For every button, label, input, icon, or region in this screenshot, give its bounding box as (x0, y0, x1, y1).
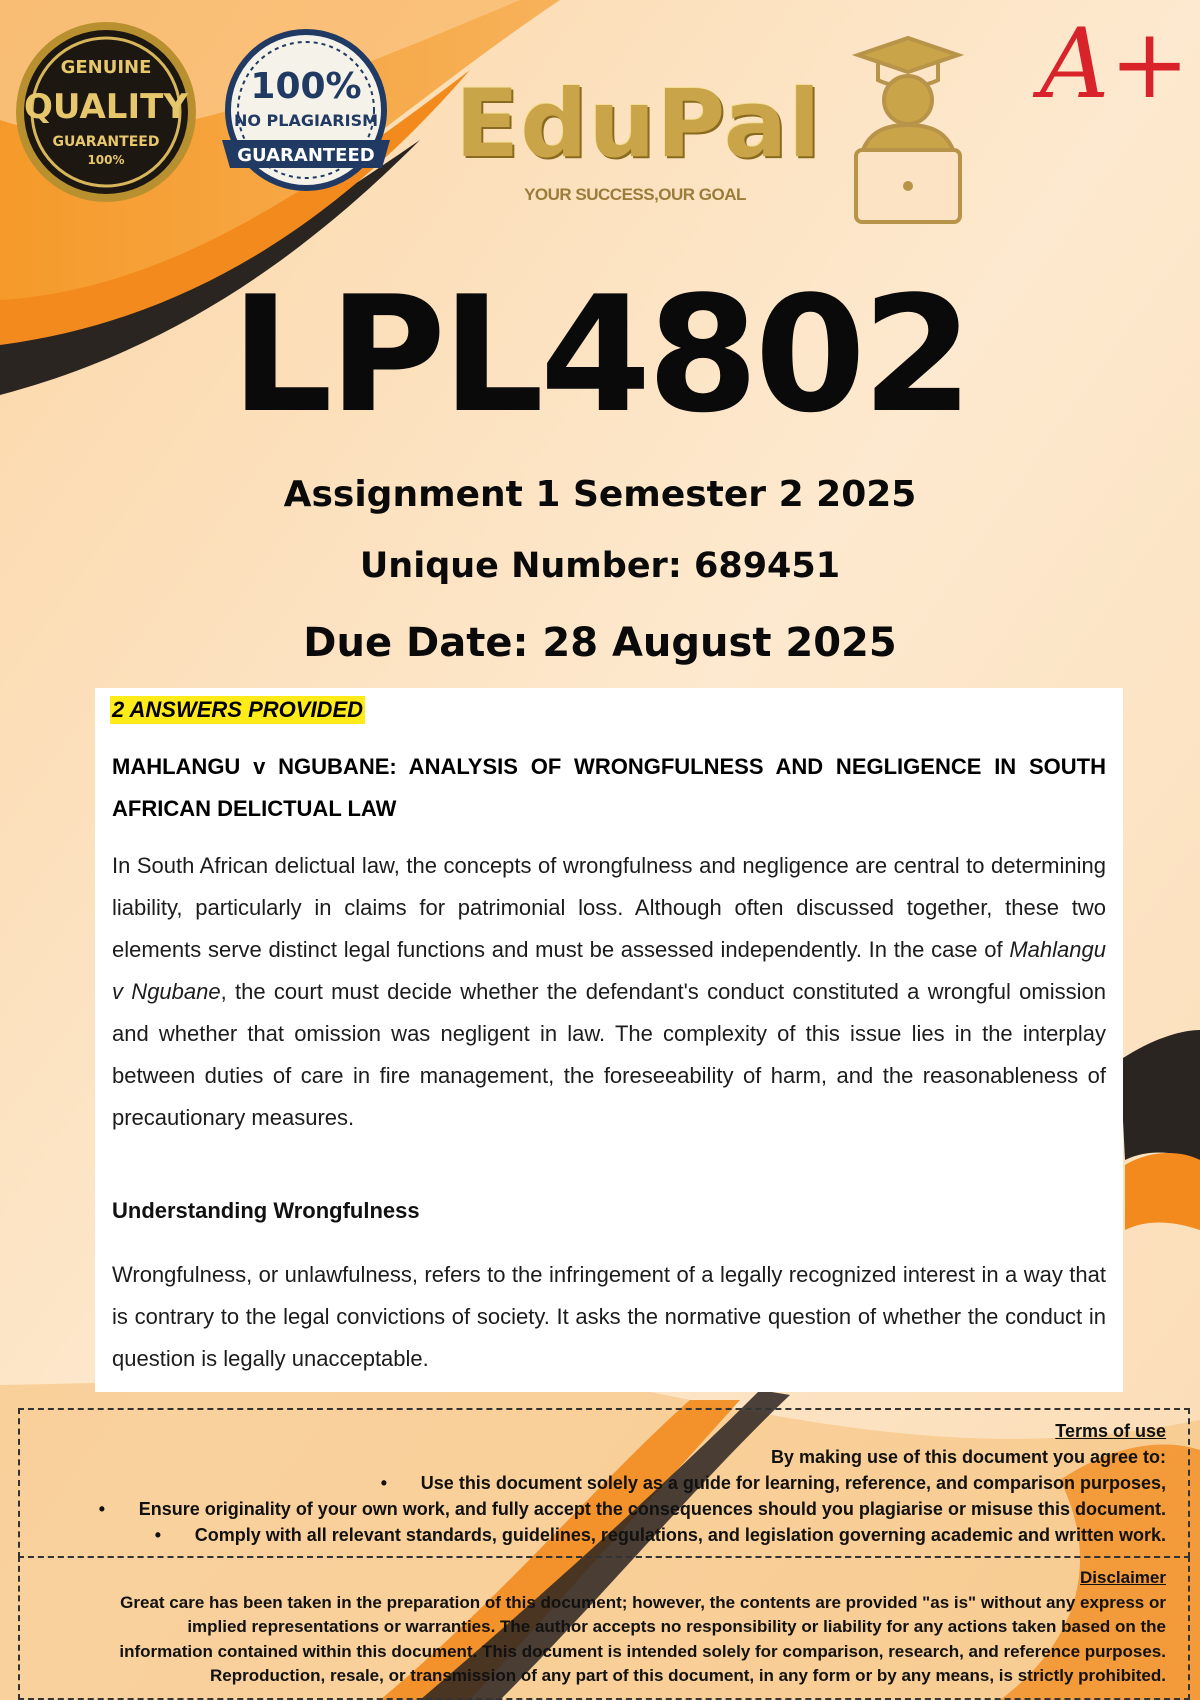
unique-number: Unique Number: 689451 (359, 546, 841, 586)
graduate-laptop-icon (838, 30, 978, 235)
terms-item-text: Ensure originality of your own work, and fully accept the consequences should you plagiarise or misuse this document. (138, 1499, 1166, 1519)
terms-item (30, 1470, 1166, 1496)
terms-intro: By making use of this document you agree to: (770, 1447, 1166, 1467)
case-name: Mahlangu v Ngubane (112, 937, 1106, 1004)
bullet-icon: • (380, 1473, 388, 1493)
no-plagiarism-badge-icon (212, 28, 400, 198)
bullet-icon: • (154, 1525, 162, 1545)
brand-tagline: YOUR SUCCESS,OUR GOAL (524, 185, 746, 204)
intro-text-before: In South African delictual law, the concepts of wrongfulness and negligence are central to determining liability, particularly in claims for patrimonial loss. Although often discussed together, these two elements serve distinct legal functions and must be assessed independently. In the case of (112, 853, 1106, 962)
answers-provided-tag: 2 ANSWERS PROVIDED (112, 697, 364, 722)
wrongfulness-paragraph: Wrongfulness, or unlawfulness, refers to the infringement of a legally recognized interest in a way that is contrary to the legal convictions of society. It asks the normative question of whether the conduct in question is legally unacceptable. (112, 1262, 1106, 1371)
disclaimer-line: Reproduction, resale, or transmission of any part of this document, in any form or by any means, is strictly prohibited. (210, 1666, 1166, 1685)
section-heading: Understanding Wrongfulness (112, 1198, 420, 1223)
disclaimer-line: Great care has been taken in the preparation of this document; however, the contents are provided "as is" without any express or (120, 1592, 1166, 1612)
terms-item (30, 1522, 1166, 1548)
badge-no-plagiarism: NO PLAGIARISM (233, 111, 379, 130)
terms-title: Terms of use (1055, 1421, 1166, 1441)
content-panel (95, 688, 1123, 1392)
disclaimer-box (18, 1556, 1190, 1700)
terms-item-text: Use this document solely as a guide for learning, reference, and comparison purposes, (420, 1473, 1166, 1493)
quality-seal-icon (12, 18, 200, 206)
badge-percent: 100% (250, 66, 362, 107)
seal-line2: QUALITY (24, 87, 188, 127)
course-code: LPL4802 (230, 261, 970, 448)
grade-mark: A+ (1040, 8, 1190, 120)
seal-line1: GENUINE (60, 57, 152, 78)
bullet-icon: • (98, 1499, 106, 1519)
badge-guaranteed: GUARANTEED (237, 145, 375, 166)
disclaimer-title: Disclaimer (1080, 1568, 1166, 1587)
document-title: MAHLANGU v NGUBANE: ANALYSIS OF WRONGFULNESS AND NEGLIGENCE IN SOUTH AFRICAN DELICTUAL LAW (112, 754, 1106, 821)
seal-line3: GUARANTEED (52, 134, 160, 150)
disclaimer-line: information contained within this document. This document is intended solely for comparison, research, and reference purposes. (119, 1641, 1166, 1661)
terms-item (30, 1496, 1166, 1522)
due-date: Due Date: 28 August 2025 (303, 620, 897, 666)
terms-item-text: Comply with all relevant standards, guidelines, regulations, and legislation governing academic and written work. (194, 1525, 1166, 1545)
seal-line4: 100% (87, 153, 125, 167)
assignment-title: Assignment 1 Semester 2 2025 (283, 474, 917, 515)
disclaimer-line: implied representations or warranties. The author accepts no responsibility or liability for any actions taken based on the (187, 1617, 1166, 1636)
brand-name: EduPal (455, 70, 822, 179)
intro-paragraph (112, 845, 1106, 1139)
intro-text-after: , the court must decide whether the defendant's conduct constituted a wrongful omission and whether that omission was negligent in law. The complexity of this issue lies in the interplay between duties of care in fire management, the foreseeability of harm, and the reasonableness of precautionary measures. (112, 979, 1106, 1130)
terms-of-use-box (18, 1408, 1190, 1558)
